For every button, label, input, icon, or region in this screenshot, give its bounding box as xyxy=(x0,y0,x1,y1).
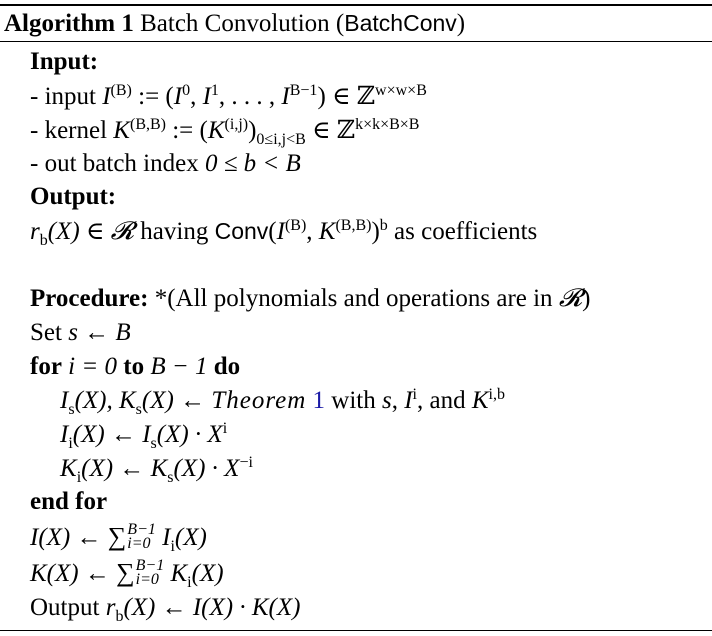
var-I: I xyxy=(102,83,111,110)
as-coefficients: as coefficients xyxy=(387,218,538,245)
var-Is: I xyxy=(60,387,69,414)
var-Kib: K xyxy=(471,387,489,414)
and-text: , and xyxy=(417,387,472,414)
ring-R: 𝓡 xyxy=(110,218,135,245)
arg-X: (X) xyxy=(191,560,224,587)
sub-s: s xyxy=(150,434,157,452)
procedure-comment: *(All polynomials and operations are in xyxy=(148,285,559,312)
sup-i: i xyxy=(412,386,417,404)
loop-body-3 xyxy=(60,453,253,485)
sum-upper: B−1 xyxy=(135,557,165,575)
comment-close: ) xyxy=(582,285,591,312)
sup-i: i xyxy=(222,420,228,438)
var-IB1: I xyxy=(281,83,290,110)
var-I0: I xyxy=(173,83,183,110)
var-Kij: K xyxy=(207,117,225,144)
conv-op: Conv xyxy=(214,218,269,244)
output-line-1 xyxy=(30,215,537,248)
top-rule xyxy=(0,4,712,6)
sub-s: s xyxy=(135,400,142,418)
sum1-lhs: I(X) ← xyxy=(30,524,108,551)
sum-line-2 xyxy=(30,557,224,590)
sup-neg-i: −i xyxy=(239,454,253,472)
sup-BB: (B,B) xyxy=(129,116,166,134)
sum-upper: B−1 xyxy=(127,521,156,539)
var-K: K xyxy=(113,117,130,144)
input-line-2 xyxy=(30,115,419,147)
input-line-1 xyxy=(30,81,427,113)
output-header: Output: xyxy=(30,183,117,210)
kernel-dims: k×k×B×B xyxy=(355,116,420,134)
caption-title-suffix: ) xyxy=(456,10,466,37)
paren-close: ) xyxy=(371,218,380,245)
sum2-term: K xyxy=(164,560,188,587)
sup-b: b xyxy=(379,217,388,235)
set-line xyxy=(30,317,131,349)
loop-body-1 xyxy=(60,385,505,417)
arg-X: (X), xyxy=(74,387,119,414)
var-r: r xyxy=(105,594,116,621)
var-Ki: K xyxy=(60,455,77,482)
procedure-header: Procedure: xyxy=(30,285,149,312)
input-line-3 xyxy=(30,148,301,180)
sub-b: b xyxy=(39,231,48,249)
sum2-lhs: K(X) ← xyxy=(30,560,117,587)
arg-X: (X) xyxy=(174,524,207,551)
times-X: (X) · X xyxy=(156,421,223,448)
batch-index-prefix: - out batch index xyxy=(30,150,205,177)
assign-op: := ( xyxy=(165,117,208,144)
input-dims: w×w×B xyxy=(375,82,427,100)
sup-BB: (B,B) xyxy=(335,217,372,235)
with-text: with xyxy=(325,387,382,414)
ring-R: 𝓡 xyxy=(558,285,583,312)
caption-title-prefix: Batch Convolution ( xyxy=(140,10,345,37)
to-keyword: to xyxy=(123,353,145,380)
algorithm-caption xyxy=(4,7,465,40)
paren-open: ( xyxy=(268,218,277,245)
output-final-line xyxy=(30,592,300,624)
sum-lower: i=0 xyxy=(135,571,159,589)
sup-B-1: B−1 xyxy=(289,82,318,100)
sigma-symbol: ∑ xyxy=(116,558,135,587)
var-Ii: I xyxy=(60,421,69,448)
var-s: s xyxy=(381,387,392,414)
var-Ks: K xyxy=(150,455,168,482)
batch-index-range: 0 ≤ b < B xyxy=(204,150,301,177)
procedure-header-line xyxy=(30,283,591,315)
algorithm-label: Algorithm 1 xyxy=(4,10,134,37)
var-Is: I xyxy=(142,421,151,448)
var-Ii: I xyxy=(404,387,413,414)
input-prefix: - input xyxy=(30,83,103,110)
arg-X-assign: (X) ← xyxy=(81,455,151,482)
for-line xyxy=(30,351,240,383)
end-for-line: end for xyxy=(30,488,108,515)
sum-lower: i=0 xyxy=(127,535,151,553)
sup-0: 0 xyxy=(182,82,191,100)
times-X: (X) · X xyxy=(173,455,240,482)
caption-title-name: BatchConv xyxy=(344,10,457,36)
theorem-ref-link[interactable]: 1 xyxy=(312,387,326,414)
kernel-prefix: - kernel xyxy=(30,117,114,144)
arg-X-assign: (X) ← xyxy=(72,421,143,448)
sigma-symbol: ∑ xyxy=(107,522,127,551)
index-range: 0≤i,j<B xyxy=(256,130,306,148)
theorem-text: Theorem xyxy=(211,387,307,414)
paren-close: ) xyxy=(248,117,257,144)
sup-ib: i,b xyxy=(488,386,505,404)
sup-B: (B) xyxy=(110,82,132,100)
sub-b: b xyxy=(115,607,124,625)
comma: , xyxy=(306,218,319,245)
arg-X-assign: (X) ← xyxy=(141,387,212,414)
sub-s: s xyxy=(68,400,75,418)
assign-op: := ( xyxy=(131,83,174,110)
sum1-limits xyxy=(127,523,156,551)
do-keyword: do xyxy=(213,353,241,380)
set-keyword: Set xyxy=(30,319,69,346)
var-I: I xyxy=(276,218,285,245)
caption-rule xyxy=(0,41,712,42)
var-K: K xyxy=(318,218,336,245)
sub-i: i xyxy=(68,434,73,452)
sub-i: i xyxy=(187,573,192,591)
for-keyword: for xyxy=(30,353,62,380)
sup-B: (B) xyxy=(284,217,307,235)
for-init: i = 0 xyxy=(61,353,124,380)
output-keyword: Output xyxy=(30,594,106,621)
input-header: Input: xyxy=(30,48,99,75)
in-Z: ∈ ℤ xyxy=(305,117,356,144)
comma: , xyxy=(190,83,203,110)
sub-i: i xyxy=(76,468,82,486)
sub-i: i xyxy=(170,537,175,555)
for-limit: B − 1 xyxy=(144,353,214,380)
bottom-rule xyxy=(0,630,712,631)
sum1-term: I xyxy=(155,524,171,551)
var-I1: I xyxy=(202,83,211,110)
sum2-limits xyxy=(136,559,165,587)
set-expr: s ← B xyxy=(68,319,131,346)
sub-s: s xyxy=(167,468,174,486)
in-Z: ) ∈ ℤ xyxy=(317,83,376,110)
var-r: r xyxy=(30,218,40,245)
ellipsis: , . . . , xyxy=(218,83,282,110)
final-expr: (X) ← I(X) · K(X) xyxy=(123,594,301,621)
comma: , xyxy=(391,387,405,414)
sum-line-1 xyxy=(30,521,207,554)
sup-1: 1 xyxy=(210,82,219,100)
var-Ks: K xyxy=(118,387,136,414)
r-arg: (X) ∈ xyxy=(47,218,111,245)
sup-ij: (i,j) xyxy=(224,116,249,134)
having-text: having xyxy=(134,218,215,245)
loop-body-2 xyxy=(60,419,227,451)
